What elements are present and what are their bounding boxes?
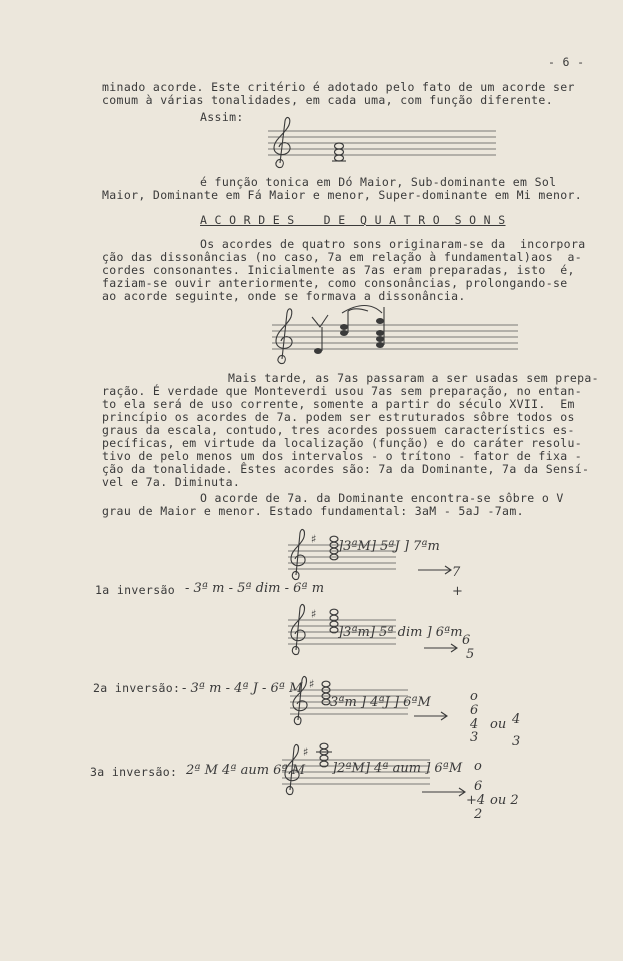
treble-clef-icon [274, 118, 290, 168]
treble-clef-icon [291, 605, 305, 655]
root-chord [330, 536, 338, 560]
later-line-8: ção da tonalidade. Êstes acordes são: 7a da Dominante, 7a da Sensí- [102, 462, 590, 476]
third-inversion-arrow-icon [422, 784, 472, 800]
root-annotation: ]3ªM] 5ªJ ] 7ªm [338, 539, 440, 554]
treble-clef-icon [291, 530, 305, 580]
second-inversion-chord [322, 681, 330, 705]
second-inversion-alt-3: 3 [512, 734, 521, 749]
function-line-2: Maior, Dominante em Fá Maior e menor, Super-dominante em Mi menor. [102, 188, 583, 202]
third-inversion-circle-icon: o [474, 759, 482, 774]
dominant-line-2: grau de Maior e menor. Estado fundamental: 3aM - 5aJ -7am. [102, 504, 524, 518]
first-inversion-arrow-icon [424, 640, 464, 656]
later-line-5: graus da escala, contudo, tres acordes possuem característics es- [102, 423, 575, 437]
sharp-icon: ♯ [308, 677, 316, 691]
second-inversion-circle-icon: o [470, 689, 478, 704]
third-inversion-chord [316, 743, 332, 767]
four-sounds-line-3: cordes consonantes. Inicialmente as 7as eram preparadas, isto é, [102, 263, 575, 277]
triad-notes [332, 143, 346, 161]
four-sounds-line-5: ao acorde seguinte, onde se formava a dissonância. [102, 289, 466, 303]
second-inversion-figure-2: 4 [470, 717, 479, 732]
later-line-9: vel e 7a. Diminuta. [102, 475, 241, 489]
triad-staff [268, 115, 498, 175]
second-inversion-label: 2a inversão: [93, 681, 181, 695]
second-inversion-annotation: 3ªm ] 4ªJ ] 6ªM [330, 695, 431, 710]
third-inversion-formula: 2ª M 4ª aum 6ª M [186, 763, 306, 778]
section-heading: A C O R D E S D E Q U A T R O S O N S [200, 213, 506, 227]
third-inversion-annotation: ]2ªM] 4ª aum ] 6ªM [332, 761, 463, 776]
intro-line-2: comum à várias tonalidades, em cada uma, com função diferente. [102, 93, 553, 107]
later-line-4: princípio os acordes de 7a. podem ser estruturados sôbre todos os [102, 410, 575, 424]
treble-clef-icon [276, 309, 292, 364]
third-inversion-figure-1: 6 [474, 779, 483, 794]
later-line-2: ração. É verdade que Monteverdi usou 7as sem preparação, no entan- [102, 384, 583, 398]
sharp-icon: ♯ [310, 607, 318, 621]
four-sounds-line-4: faziam-se ouvir anteriormente, como consonâncias, prolongando-se [102, 276, 568, 290]
later-line-3: to ela será de uso corrente, somente a partir do século XVII. Em [102, 397, 575, 411]
sharp-icon: ♯ [310, 532, 318, 546]
sharp-icon: ♯ [302, 745, 310, 759]
first-inversion-label: 1a inversão [95, 583, 176, 597]
four-sounds-line-1: Os acordes de quatro sons originaram-se da incorpora [200, 237, 586, 251]
first-inversion-figure-bottom: 5 [466, 647, 475, 662]
first-inversion-chord [330, 609, 338, 633]
treble-clef-icon [293, 677, 307, 725]
root-figure-top: 7 [452, 565, 461, 580]
later-line-6: pecíficas, em virtude da localização (função) e do caráter resolu- [102, 436, 583, 450]
later-line-1: Mais tarde, as 7as passaram a ser usadas sem prepa- [228, 371, 599, 385]
third-inversion-figure-2: +4 [466, 793, 486, 808]
treble-clef-icon [285, 745, 299, 795]
function-line-1: é função tonica em Dó Maior, Sub-dominante em Sol [200, 175, 557, 189]
second-inversion-figure-3: 3 [470, 730, 479, 745]
second-inversion-alt-4: 4 [512, 712, 521, 727]
second-inversion-formula: - 3ª m - 4ª J - 6ª M [182, 681, 303, 696]
first-inversion-figure-top: 6 [462, 633, 471, 648]
third-inversion-alt: ou 2 [490, 793, 519, 808]
dominant-line-1: O acorde de 7a. da Dominante encontra-se sôbre o V [200, 491, 564, 505]
prepared-chord [312, 306, 384, 355]
page-number: - 6 - [548, 55, 585, 69]
four-sounds-line-2: ção das dissonâncias (no caso, 7a em relação à fundamental)aos a- [102, 250, 583, 264]
staff-lines [272, 325, 518, 349]
second-inversion-figure-1: 6 [470, 703, 479, 718]
first-inversion-annotation: ]3ªm] 5ª dim ] 6ªm [338, 625, 463, 640]
intro-line-1: minado acorde. Este critério é adotado pelo fato de um acorde ser [102, 80, 575, 94]
third-inversion-label: 3a inversão: [90, 765, 178, 779]
first-inversion-formula: - 3ª m - 5ª dim - 6ª m [185, 581, 325, 596]
third-inversion-figure-3: 2 [474, 807, 483, 822]
second-inversion-alt-ou: ou [490, 717, 507, 732]
root-figure-bottom: + [452, 584, 463, 599]
staff-lines [268, 131, 496, 155]
second-inversion-arrow-icon [414, 708, 454, 724]
assim-label: Assim: [200, 110, 244, 124]
preparation-staff [272, 303, 522, 367]
later-line-7: tivo de pelo menos um dos intervalos - o trítono - fator de fixa - [102, 449, 583, 463]
